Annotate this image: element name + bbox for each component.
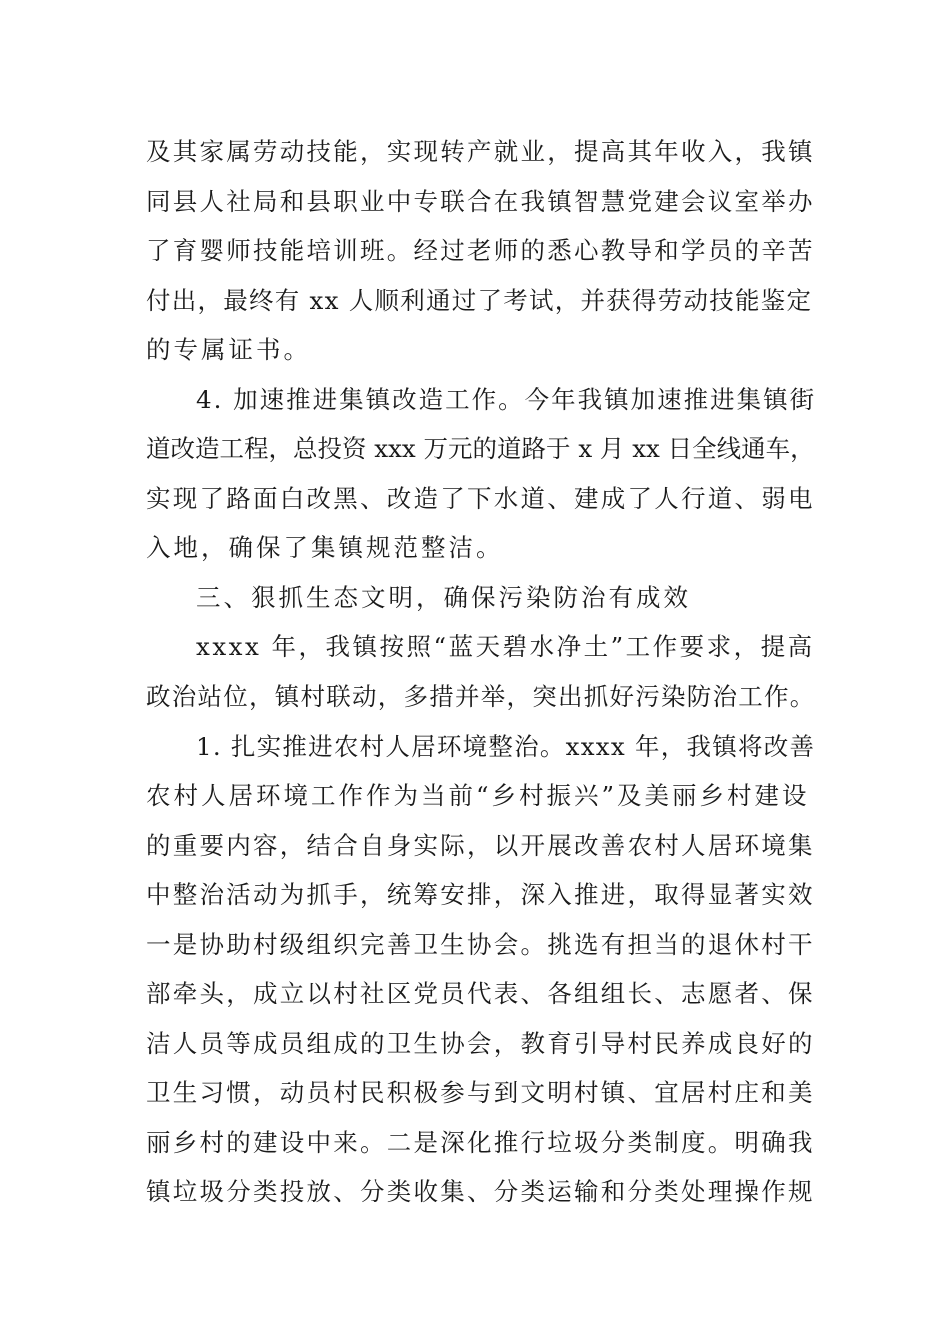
paragraph-line: 农村人居环境工作作为当前“乡村振兴”及美丽乡村建设 xyxy=(146,781,810,810)
paragraph-line: 同县人社局和县职业中专联合在我镇智慧党建会议室举办 xyxy=(146,187,815,216)
paragraph-line: 镇垃圾分类投放、分类收集、分类运输和分类处理操作规 xyxy=(146,1177,815,1206)
paragraph-line: 4. 加速推进集镇改造工作。今年我镇加速推进集镇街 xyxy=(196,385,817,414)
paragraph-line: 付出，最终有 xx 人顺利通过了考试，并获得劳动技能鉴定 xyxy=(146,286,813,315)
paragraph-line: 部牵头，成立以村社区党员代表、各组组长、志愿者、保 xyxy=(146,979,815,1008)
paragraph-line: 卫生习惯，动员村民积极参与到文明村镇、宜居村庄和美 xyxy=(146,1078,815,1107)
paragraph-line: 实现了路面白改黑、改造了下水道、建成了人行道、弱电 xyxy=(146,484,815,513)
paragraph-line: 的专属证书。 xyxy=(146,335,311,364)
paragraph-line: 及其家属劳动技能，实现转产就业，提高其年收入，我镇 xyxy=(146,137,815,166)
paragraph-line: 丽乡村的建设中来。二是深化推行垃圾分类制度。明确我 xyxy=(146,1128,815,1157)
paragraph-line: 道改造工程，总投资 xxx 万元的道路于 x 月 xx 日全线通车， xyxy=(146,434,815,463)
paragraph-line: 政治站位，镇村联动，多措并举，突出抓好污染防治工作。 xyxy=(146,682,816,711)
section-heading: 三、狠抓生态文明，确保污染防治有成效 xyxy=(196,583,691,612)
paragraph-line: 的重要内容，结合自身实际，以开展改善农村人居环境集 xyxy=(146,831,815,860)
paragraph-line: 入地，确保了集镇规范整洁。 xyxy=(146,533,504,562)
paragraph-line: 洁人员等成员组成的卫生协会，教育引导村民养成良好的 xyxy=(146,1029,815,1058)
paragraph-line: 一是协助村级组织完善卫生协会。挑选有担当的退休村干 xyxy=(146,930,815,959)
paragraph-line: xxxx 年，我镇按照“蓝天碧水净土”工作要求，提高 xyxy=(196,632,815,661)
paragraph-line: 1. 扎实推进农村人居环境整治。xxxx 年，我镇将改善 xyxy=(196,732,816,761)
paragraph-line: 了育婴师技能培训班。经过老师的悉心教导和学员的辛苦 xyxy=(146,236,815,265)
paragraph-line: 中整治活动为抓手，统筹安排，深入推进，取得显著实效 xyxy=(146,880,815,909)
